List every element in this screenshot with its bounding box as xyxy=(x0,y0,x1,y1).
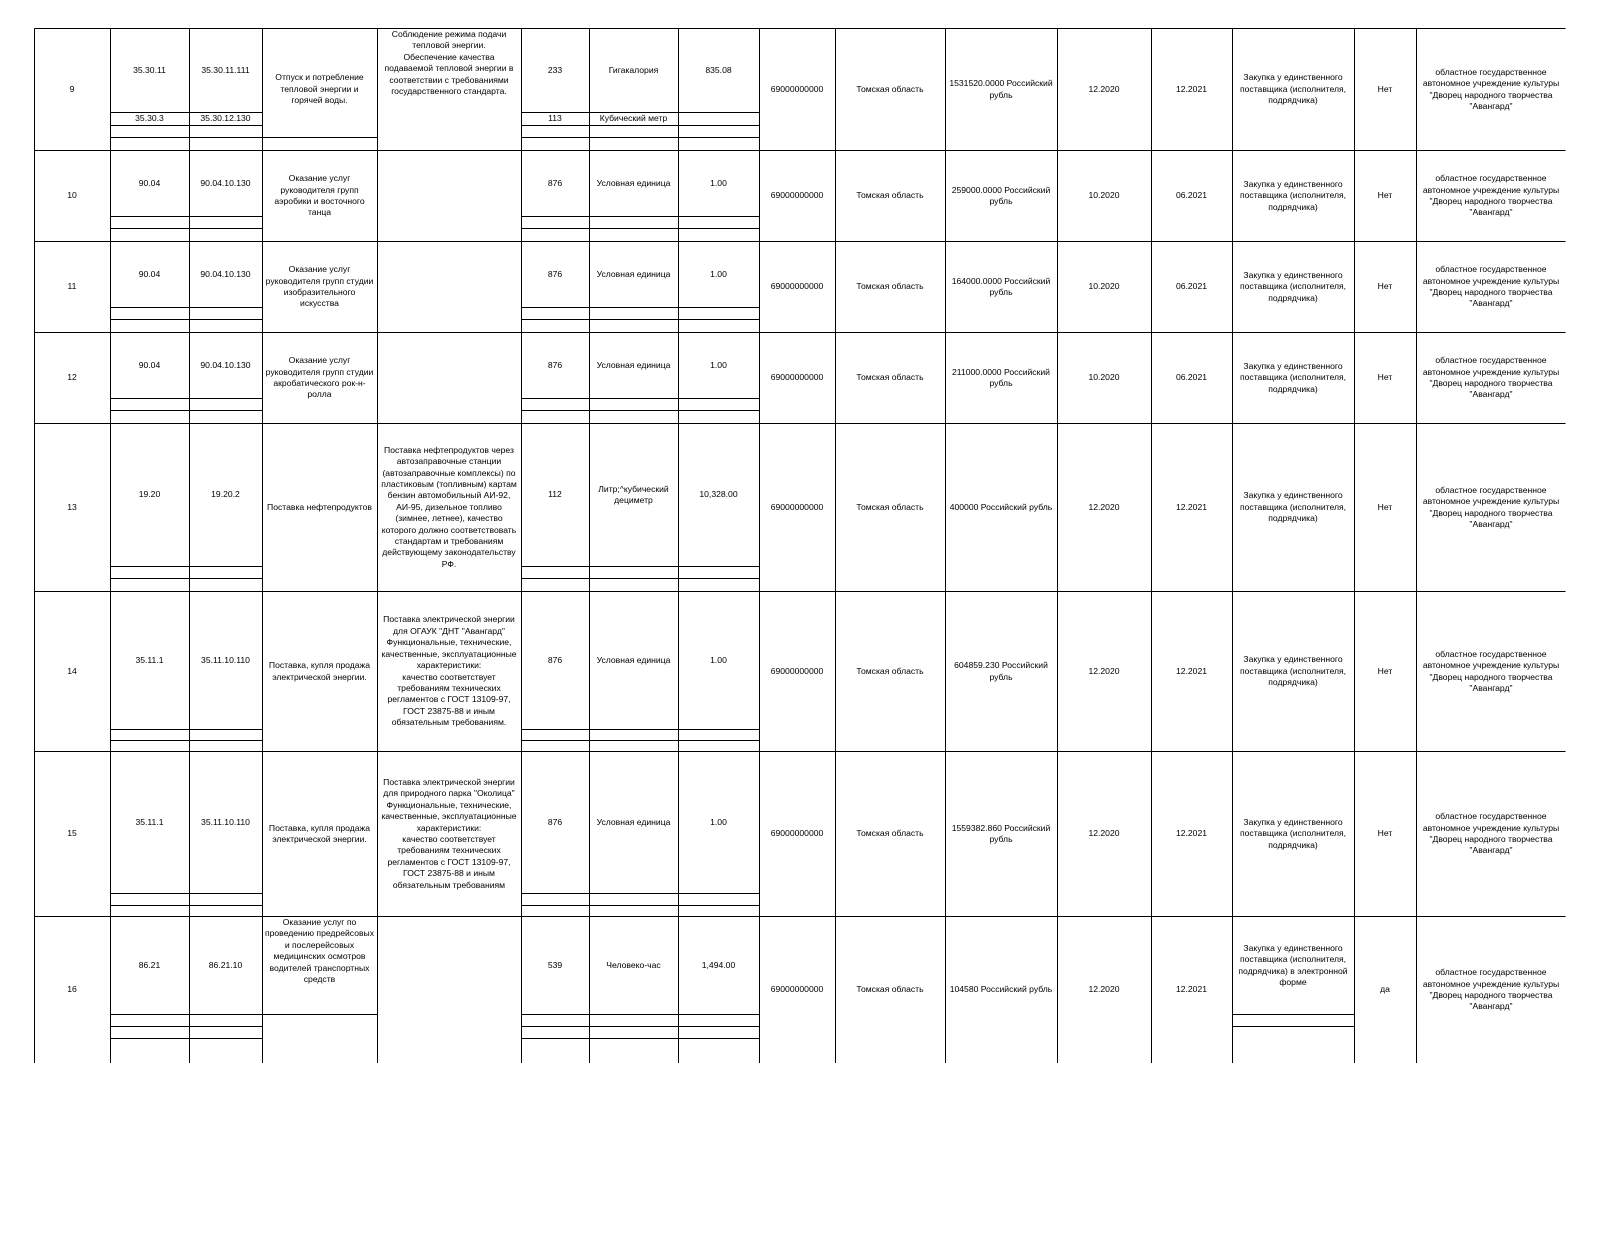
electronic-flag: Нет xyxy=(1377,501,1393,512)
okved2-code: 35.30.11.111 xyxy=(201,64,250,75)
row-number: 11 xyxy=(67,281,77,292)
okved2-code: 90.04.10.130 xyxy=(200,359,251,370)
row-number: 9 xyxy=(69,83,75,94)
okved2-code: 19.20.2 xyxy=(211,489,240,500)
okei-unit: Человеко-час xyxy=(606,959,661,970)
procurement-method: Закупка у единственного поставщика (исполнителя, подрядчика) xyxy=(1239,178,1347,212)
region: Томская область xyxy=(856,190,924,201)
contract-subject: Поставка, купля продажа электрической энергии. xyxy=(268,660,371,682)
okei-unit: Условная единица xyxy=(596,654,671,665)
okpd2-code: 90.04 xyxy=(138,268,161,279)
start-date: 10.2020 xyxy=(1088,372,1120,383)
customer: областное государственное автономное учреждение культуры "Дворец народного творчества "Авангард" xyxy=(1422,967,1560,1012)
okei-unit: Литр;^кубический дециметр xyxy=(598,483,669,505)
region: Томская область xyxy=(856,501,924,512)
electronic-flag: Нет xyxy=(1377,190,1393,201)
end-date: 12.2021 xyxy=(1175,665,1208,676)
initial-price: 104580 Российский рубль xyxy=(949,984,1053,995)
row-number: 14 xyxy=(67,665,77,676)
okved2-code: 86.21.10 xyxy=(208,959,243,970)
initial-price: 1559382.860 Российский рубль xyxy=(951,822,1051,844)
electronic-flag: Нет xyxy=(1377,665,1393,676)
okpd2-code: 35.11.1 xyxy=(135,816,164,827)
contract-subject: Оказание услуг руководителя групп студии акробатического рок-н-ролла xyxy=(265,355,374,400)
okei-unit: Условная единица xyxy=(596,177,671,188)
procurement-method: Закупка у единственного поставщика (исполнителя, подрядчика) xyxy=(1239,269,1347,303)
okpd2-code: 35.11.1 xyxy=(135,654,164,665)
contract-subject: Поставка, купля продажа электрической энергии. xyxy=(268,822,371,844)
quantity: 1.00 xyxy=(710,359,727,370)
okei-unit: Условная единица xyxy=(596,816,671,827)
contract-subject: Поставка нефтепродуктов xyxy=(267,501,372,512)
electronic-flag: Нет xyxy=(1377,372,1393,383)
okved2-code: 90.04.10.130 xyxy=(200,177,251,188)
electronic-flag: Нет xyxy=(1377,281,1393,292)
procurement-method: Закупка у единственного поставщика (исполнителя, подрядчика) xyxy=(1239,816,1347,850)
end-date: 12.2021 xyxy=(1175,83,1208,94)
customer: областное государственное автономное учреждение культуры "Дворец народного творчества "Авангард" xyxy=(1422,811,1560,856)
quantity: 1.00 xyxy=(710,816,727,827)
okpd2-code: 19.20 xyxy=(138,489,161,500)
procurement-method: Закупка у единственного поставщика (исполнителя, подрядчика) xyxy=(1239,72,1347,106)
okei-unit: Условная единица xyxy=(596,359,671,370)
end-date: 06.2021 xyxy=(1175,281,1208,292)
okei-code: 112 xyxy=(548,489,562,500)
requirements: Поставка электрической энергии для природного парка "Околица" Функциональные, технические, качественные, эксплуатационные характеристики: качество соответствует требованиям технических регламентов с ГОСТ 13109-97, ГОСТ 23875-88 и иным обязательным требованиям xyxy=(381,776,517,890)
quantity: 1.00 xyxy=(710,268,727,279)
extra-okved2-code: 35.30.12.130 xyxy=(200,113,251,123)
contract-subject: Оказание услуг по проведению предрейсовых и послерейсовых медицинских осмотров водителей транспортных средств xyxy=(264,917,375,985)
region: Томская область xyxy=(856,281,924,292)
okato-code: 69000000000 xyxy=(770,281,824,292)
customer: областное государственное автономное учреждение культуры "Дворец народного творчества "Авангард" xyxy=(1422,648,1560,693)
region: Томская область xyxy=(856,372,924,383)
extra-okpd2-code: 35.30.3 xyxy=(135,113,164,123)
end-date: 06.2021 xyxy=(1175,372,1208,383)
customer: областное государственное автономное учреждение культуры "Дворец народного творчества "Авангард" xyxy=(1422,355,1560,400)
okpd2-code: 86.21 xyxy=(138,959,161,970)
procurement-method: Закупка у единственного поставщика (исполнителя, подрядчика) xyxy=(1239,490,1347,524)
procurement-method: Закупка у единственного поставщика (исполнителя, подрядчика) xyxy=(1239,654,1347,688)
procurement-method: Закупка у единственного поставщика (исполнителя, подрядчика) в электронной форме xyxy=(1238,942,1348,987)
region: Томская область xyxy=(856,828,924,839)
okei-code: 539 xyxy=(547,959,563,970)
customer: областное государственное автономное учреждение культуры "Дворец народного творчества "Авангард" xyxy=(1422,484,1560,529)
okved2-code: 35.11.10.110 xyxy=(201,654,250,665)
initial-price: 164000.0000 Российский рубль xyxy=(951,275,1051,297)
electronic-flag: да xyxy=(1380,984,1390,995)
initial-price: 1531520.0000 Российский рубль xyxy=(949,78,1053,100)
contract-subject: Оказание услуг руководителя групп аэробики и восточного танца xyxy=(274,173,365,218)
start-date: 12.2020 xyxy=(1088,984,1120,995)
okato-code: 69000000000 xyxy=(770,984,824,995)
requirements: Соблюдение режима подачи тепловой энергии. Обеспечение качества подаваемой тепловой энергии в соответствии с требованиями государственного стандарта. xyxy=(384,29,514,97)
start-date: 12.2020 xyxy=(1088,665,1120,676)
okato-code: 69000000000 xyxy=(770,828,824,839)
okei-code: 876 xyxy=(547,359,563,370)
start-date: 12.2020 xyxy=(1088,501,1120,512)
quantity: 1.00 xyxy=(710,654,727,665)
row-number: 13 xyxy=(67,501,77,512)
start-date: 12.2020 xyxy=(1088,828,1120,839)
requirements: Поставка электрической энергии для ОГАУК "ДНТ "Авангард" Функциональные, технические, качественные, эксплуатационные характеристики: качество соответствует требованиям технических регламентов с ГОСТ 13109-97, ГОСТ 23875-88 и иным обязательным требованиям. xyxy=(381,614,517,728)
row-number: 16 xyxy=(67,984,77,995)
okpd2-code: 90.04 xyxy=(138,359,161,370)
end-date: 12.2021 xyxy=(1175,984,1208,995)
extra-okei-code: 113 xyxy=(548,113,562,123)
customer: областное государственное автономное учреждение культуры "Дворец народного творчества "Авангард" xyxy=(1422,173,1560,218)
okato-code: 69000000000 xyxy=(770,501,824,512)
okato-code: 69000000000 xyxy=(770,665,824,676)
procurement-method: Закупка у единственного поставщика (исполнителя, подрядчика) xyxy=(1239,360,1347,394)
requirements: Поставка нефтепродуктов через автозаправочные станции (автозаправочные комплексы) по пластиковым (топливным) картам бензин автомобильный АИ-92, АИ-95, дизельное топливо (зимнее, летнее), качество которого должно соответствовать стандартам и требованиям действующему законодательству РФ. xyxy=(381,444,517,569)
okei-code: 876 xyxy=(547,654,563,665)
start-date: 10.2020 xyxy=(1088,281,1120,292)
start-date: 12.2020 xyxy=(1088,83,1120,94)
row-number: 12 xyxy=(67,372,77,383)
initial-price: 400000 Российский рубль xyxy=(949,501,1053,512)
okpd2-code: 35.30.11 xyxy=(133,64,166,75)
end-date: 12.2021 xyxy=(1175,501,1208,512)
end-date: 06.2021 xyxy=(1175,190,1208,201)
okei-unit: Гигакалория xyxy=(608,64,659,75)
customer: областное государственное автономное учреждение культуры "Дворец народного творчества "Авангард" xyxy=(1422,66,1560,111)
initial-price: 604859.230 Российский рубль xyxy=(954,660,1048,682)
okato-code: 69000000000 xyxy=(770,83,824,94)
quantity: 10,328.00 xyxy=(699,489,738,500)
start-date: 10.2020 xyxy=(1088,190,1120,201)
okpd2-code: 90.04 xyxy=(138,177,161,188)
okei-code: 233 xyxy=(547,64,563,75)
quantity: 835.08 xyxy=(705,64,732,75)
initial-price: 259000.0000 Российский рубль xyxy=(951,184,1051,206)
electronic-flag: Нет xyxy=(1377,83,1393,94)
quantity: 1,494.00 xyxy=(701,959,736,970)
contract-subject: Оказание услуг руководителя групп студии изобразительного искусства xyxy=(265,264,374,309)
row-number: 15 xyxy=(67,828,77,839)
region: Томская область xyxy=(856,665,924,676)
okato-code: 69000000000 xyxy=(770,190,824,201)
region: Томская область xyxy=(856,984,924,995)
quantity: 1.00 xyxy=(710,177,727,188)
end-date: 12.2021 xyxy=(1175,828,1208,839)
contract-subject: Отпуск и потребление тепловой энергии и горячей воды. xyxy=(275,72,364,106)
okved2-code: 35.11.10.110 xyxy=(201,816,250,827)
initial-price: 211000.0000 Российский рубль xyxy=(952,366,1050,388)
okei-unit: Условная единица xyxy=(596,268,671,279)
okato-code: 69000000000 xyxy=(770,372,824,383)
okei-code: 876 xyxy=(547,816,563,827)
extra-okei-unit: Кубический метр xyxy=(599,113,668,123)
row-number: 10 xyxy=(67,190,77,201)
electronic-flag: Нет xyxy=(1377,828,1393,839)
customer: областное государственное автономное учреждение культуры "Дворец народного творчества "Авангард" xyxy=(1422,264,1560,309)
region: Томская область xyxy=(856,83,924,94)
okei-code: 876 xyxy=(547,177,563,188)
okei-code: 876 xyxy=(547,268,563,279)
procurement-plan-table xyxy=(34,28,1566,1063)
okved2-code: 90.04.10.130 xyxy=(200,268,251,279)
